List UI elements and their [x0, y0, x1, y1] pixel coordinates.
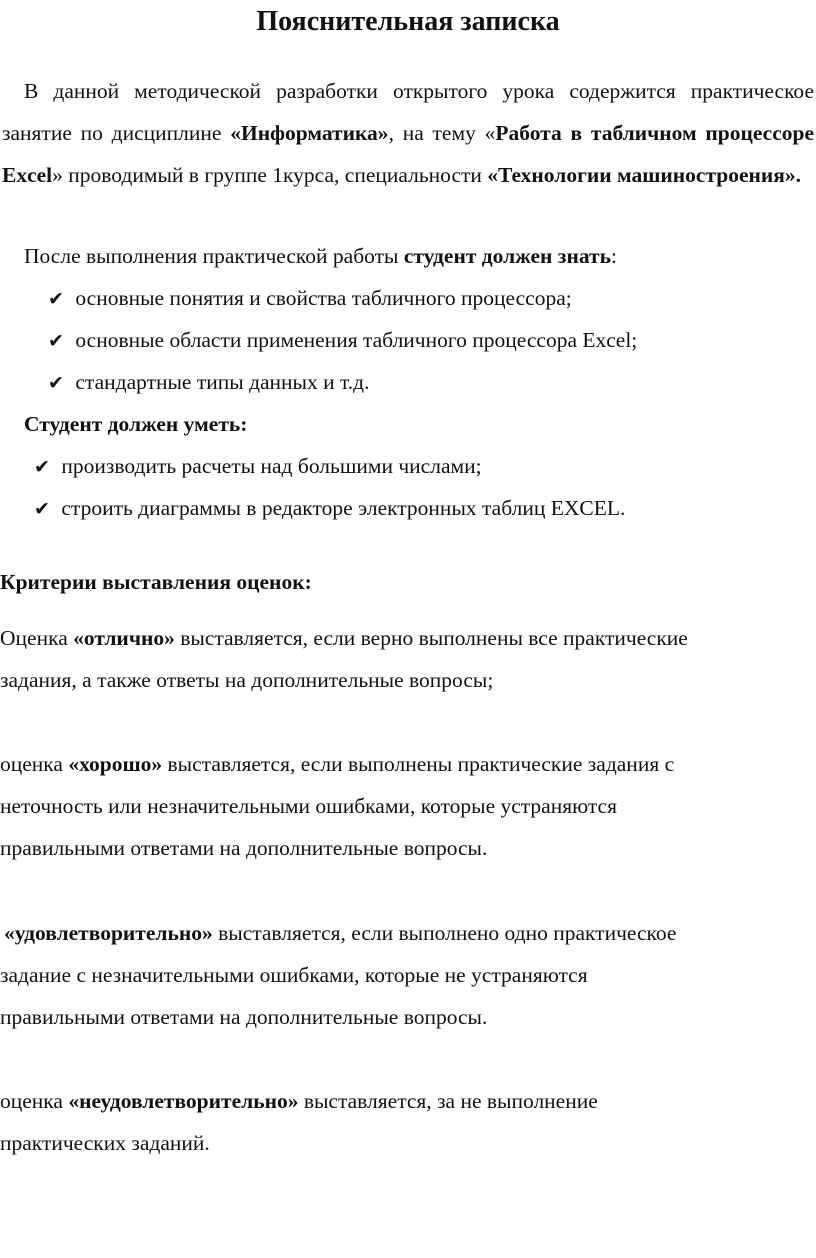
criteria-heading: Критерии выставления оценок: — [0, 570, 312, 594]
intro-topic: Работа в табличном процессоре Excel — [2, 121, 815, 187]
good-rest: выставляется, если выполнены практические задания с — [162, 752, 675, 776]
intro-paragraph — [2, 70, 814, 196]
criteria-excellent-line2: задания, а также ответы на дополнительные вопросы; — [0, 668, 494, 692]
excellent-rest: выставляется, если верно выполнены все практические — [174, 626, 688, 650]
checkmark-icon: ✔ — [34, 456, 50, 478]
know-prefix: После выполнения практической работы — [24, 244, 404, 268]
unsatisfactory-lead: оценка — [0, 1089, 69, 1113]
excellent-lead: Оценка — [0, 626, 74, 650]
criteria-good-line3: правильными ответами на дополнительные вопросы. — [0, 836, 488, 860]
skill-item-text: производить расчеты над большими числами; — [61, 454, 482, 478]
know-item-text: основные области применения табличного процессора Excel; — [75, 328, 638, 352]
satisfactory-rest: выставляется, если выполнено одно практическое — [212, 921, 677, 945]
good-lead: оценка — [0, 752, 69, 776]
intro-text-1: В данной методической разработки открытого урока содержится практическое занятие по дисциплине — [2, 79, 814, 145]
grade-unsatisfactory: «неудовлетворительно» — [68, 1089, 299, 1113]
skills-heading: Студент должен уметь: — [24, 412, 248, 436]
criteria-good-line1 — [0, 749, 674, 779]
know-item — [48, 367, 369, 398]
checkmark-icon: ✔ — [48, 288, 64, 310]
know-item — [48, 325, 637, 356]
criteria-satisfactory-line3: правильными ответами на дополнительные вопросы. — [0, 1005, 488, 1029]
skill-item — [34, 451, 482, 482]
checkmark-icon: ✔ — [34, 498, 50, 520]
know-item-text: основные понятия и свойства табличного процессора; — [75, 286, 572, 310]
checkmark-icon: ✔ — [48, 330, 64, 352]
criteria-satisfactory-line2: задание с незначительными ошибками, которые не устраняются — [0, 963, 588, 987]
intro-text-2: , на тему « — [388, 121, 496, 145]
intro-specialty: «Технологии машиностроения». — [487, 163, 802, 187]
skill-item-text: строить диаграммы в редакторе электронных таблиц EXCEL. — [61, 496, 626, 520]
unsatisfactory-rest: выставляется, за не выполнение — [298, 1089, 598, 1113]
grade-good: «хорошо» — [68, 752, 163, 776]
skill-item — [34, 493, 625, 524]
criteria-unsatisfactory-line1 — [0, 1086, 598, 1116]
checkmark-icon: ✔ — [48, 372, 64, 394]
criteria-unsatisfactory-line2: практических заданий. — [0, 1131, 210, 1155]
know-item-text: стандартные типы данных и т.д. — [75, 370, 370, 394]
intro-text-3: » проводимый в группе 1курса, специальности — [52, 163, 488, 187]
know-bold: студент должен знать — [403, 244, 611, 268]
criteria-excellent-line1 — [0, 623, 688, 653]
grade-satisfactory: «удовлетворительно» — [4, 921, 213, 945]
know-item — [48, 283, 572, 314]
document-title: Пояснительная записка — [256, 6, 560, 37]
criteria-good-line2: неточность или незначительными ошибками, которые устраняются — [0, 794, 617, 818]
know-intro — [24, 241, 617, 271]
know-suffix: : — [610, 244, 617, 268]
intro-discipline: «Информатика» — [230, 121, 389, 145]
grade-excellent: «отлично» — [73, 626, 175, 650]
criteria-satisfactory-line1 — [4, 918, 676, 948]
